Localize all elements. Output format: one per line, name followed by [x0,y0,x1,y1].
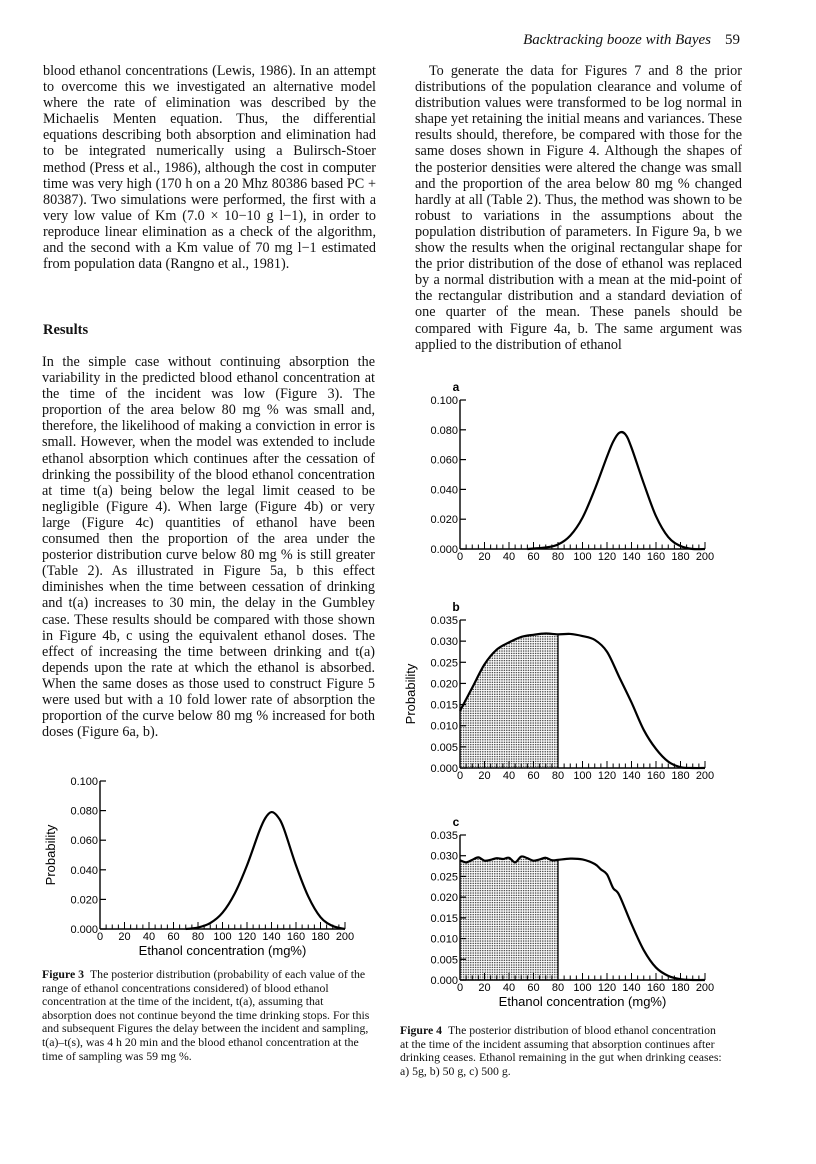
x-tick-label: 140 [622,982,641,994]
y-tick-label: 0.000 [430,975,458,987]
x-tick-label: 180 [671,982,690,994]
x-tick-label: 60 [527,770,540,782]
figure3-chart [40,770,370,960]
y-tick-label: 0.035 [430,830,458,842]
y-tick-label: 0.060 [70,835,98,848]
x-tick-label: 80 [191,931,205,943]
x-tick-label: 160 [646,770,666,782]
running-head [500,32,740,49]
results-paragraph-text: In the simple case without continuing absorption the variability in the predicted blood ethanol concentration at the time of the incident was low (Figure 3). The proportion of the area below 80 mg % was small and, therefore, the likelihood of making a conviction in error is small. However, when the model was extended to include ethanol absorption which continues after the cessation of drinking the possibility of the blood ethanol concentration at time t(a) being below the legal limit ceased to be negligible (Figure 4). When large (Figure 4b) or very large (Figure 4c) quantities of ethanol have been consumed then the proportion of the area under the posterior distribution curve below 80 mg % is still greater (Table 2). As illustrated in Figure 5a, b this effect diminishes when the time between cessation of drinking and t(a) increases to 30 min, the delay in the Gumbley case. These results should be compared with those shown in Figure 4b, c using the equivalent ethanol doses. The effect of increasing the time between drinking and t(a) depends upon the rate at which the ethanol is absorbed. When the same doses as those used to construct Figure 5 were used but with a 10 fold lower rate of absorption the proportion of the curve below 80 mg % increased for both doses (Figure 6a, b). [42,354,375,741]
x-tick-label: 180 [671,770,690,782]
figure4c-chart [400,815,720,1020]
y-tick-label: 0.010 [430,720,458,733]
y-axis-label: Probability [43,824,58,886]
x-tick-label: 20 [478,770,491,782]
x-tick-label: 200 [335,931,355,943]
x-tick-label: 140 [622,551,641,563]
x-tick-label: 80 [551,770,565,782]
x-tick-label: 0 [456,770,464,782]
panel-label-c: c [452,815,460,829]
distribution-curve [527,432,705,549]
y-tick-label: 0.020 [430,514,458,527]
figure3-label: Figure 3 [42,967,85,981]
x-tick-label: 40 [502,770,516,782]
y-tick-label: 0.040 [430,484,458,497]
y-tick-label: 0.100 [430,395,458,407]
y-tick-label: 0.020 [430,678,458,691]
x-tick-label: 40 [142,931,156,943]
x-tick-label: 20 [118,931,131,943]
x-tick-label: 120 [237,931,257,943]
x-tick-label: 40 [502,982,516,994]
x-tick-label: 160 [646,551,666,563]
y-tick-label: 0.030 [430,636,458,649]
panel-label-b: b [452,600,460,614]
y-tick-label: 0.005 [430,741,458,754]
x-tick-label: 160 [286,931,306,943]
results-paragraph [42,354,375,740]
y-tick-label: 0.080 [70,805,98,818]
y-tick-label: 0.080 [430,424,458,437]
left-paragraph-1: blood ethanol concentrations (Lewis, 1986). In an attempt to overcome this we investigated an alternative model where the rate of elimination was described by the Michaelis Menten equation. Thus, the differential equations describing both absorption and elimination had to be integrated numerically using a Bulirsch-Stoer method (Press et al., 1986), although the cost in computer time was very high (170 h on a 20 Mhz 80386 based PC + 80387). Two simulations were performed, the first with a very low value of Km (7.0 × 10−10 g l−1), in order to reproduce linear elimination as a check of the algorithm, and the second with a Km value of 70 mg l−1 estimated from population data (Rangno et al., 1981). [43,63,376,273]
shaded-area-below-80 [460,856,558,980]
page-number: 59 [725,32,740,48]
panel-label-a: a [452,380,460,394]
x-tick-label: 180 [671,551,690,563]
y-tick-label: 0.040 [70,864,98,877]
figure4-label: Figure 4 [400,1023,443,1037]
x-tick-label: 20 [478,551,491,563]
right-column [415,63,742,353]
figure4b-chart [400,597,720,787]
y-axis-label: Probability [403,663,418,725]
x-tick-label: 140 [262,931,281,943]
y-tick-label: 0.005 [430,954,458,967]
figure3-caption [42,968,372,1063]
x-tick-label: 180 [311,931,330,943]
x-tick-label: 0 [456,982,464,994]
x-tick-label: 200 [695,551,715,563]
y-tick-label: 0.035 [430,615,458,627]
x-tick-label: 80 [551,551,565,563]
x-tick-label: 200 [695,770,715,782]
x-axis-label: Ethanol concentration (mg%) [138,943,307,958]
y-tick-label: 0.000 [70,924,98,936]
y-tick-label: 0.020 [430,892,458,905]
x-tick-label: 80 [551,982,565,994]
x-tick-label: 0 [96,931,104,943]
figure4a-chart [405,380,725,570]
y-tick-label: 0.010 [430,933,458,946]
x-tick-label: 0 [456,551,464,563]
y-tick-label: 0.060 [430,454,458,467]
x-tick-label: 20 [478,982,491,994]
y-tick-label: 0.020 [70,894,98,907]
shaded-area-below-80 [460,634,558,768]
x-tick-label: 60 [167,931,180,943]
x-axis-label: Ethanol concentration (mg%) [498,994,667,1009]
figure3-caption-text: The posterior distribution (probability of each value of the range of ethanol concentrations considered) of blood ethanol concentration at the time of the incident, t(a), assuming that absorption does not continue beyond the time drinking stops. For this and subsequent Figures the delay between the incident and sampling, t(a)–t(s), was 4 h 20 min and the blood ethanol concentration at the time of sampling was 59 mg %. [42,967,370,1063]
left-column [43,63,376,272]
figure4-caption [400,1024,725,1078]
x-tick-label: 100 [573,770,592,782]
x-tick-label: 120 [597,770,617,782]
x-tick-label: 100 [213,931,232,943]
right-paragraph-1: To generate the data for Figures 7 and 8 the prior distributions of the population clearance and volume of distribution values were transformed to be log normal in shape yet retaining the initial means and variances. These results should, therefore, be compared with those for the same doses shown in Figure 4. Although the shapes of the posterior densities were altered the change was small and the proportion of the area below 80 mg % changed hardly at all (Table 2). Thus, the method was shown to be robust to variations in the assumptions about the population distribution of parameters. In Figure 9a, b we show the results when the original rectangular shape for the prior distribution of the dose of ethanol was replaced by a normal distribution with a mean at the mid-point of the rectangular distribution and a standard deviation of one quarter of the mean. These panels should be compared with Figure 4a, b. The same argument was applied to the distribution of ethanol [415,63,742,353]
distribution-curve [186,812,345,929]
running-title: Backtracking booze with Bayes [523,32,711,48]
x-tick-label: 40 [502,551,516,563]
x-tick-label: 60 [527,982,540,994]
y-tick-label: 0.000 [430,763,458,775]
y-tick-label: 0.000 [430,544,458,556]
x-tick-label: 60 [527,551,540,563]
x-tick-label: 120 [597,982,617,994]
y-tick-label: 0.030 [430,850,458,863]
y-tick-label: 0.025 [430,871,458,884]
figure4-caption-text: The posterior distribution of blood ethanol concentration at the time of the incident assuming that absorption continues after drinking ceases. Ethanol remaining in the gut when drinking ceases: a) 5g, b) 50 g, c) 500 g. [400,1023,722,1078]
x-tick-label: 160 [646,982,666,994]
x-tick-label: 200 [695,982,715,994]
section-heading-results: Results [43,322,89,338]
x-tick-label: 100 [573,982,592,994]
y-tick-label: 0.015 [430,912,458,925]
x-tick-label: 120 [597,551,617,563]
y-tick-label: 0.015 [430,699,458,712]
x-tick-label: 100 [573,551,592,563]
y-tick-label: 0.100 [70,776,98,788]
x-tick-label: 140 [622,770,641,782]
y-tick-label: 0.025 [430,657,458,670]
